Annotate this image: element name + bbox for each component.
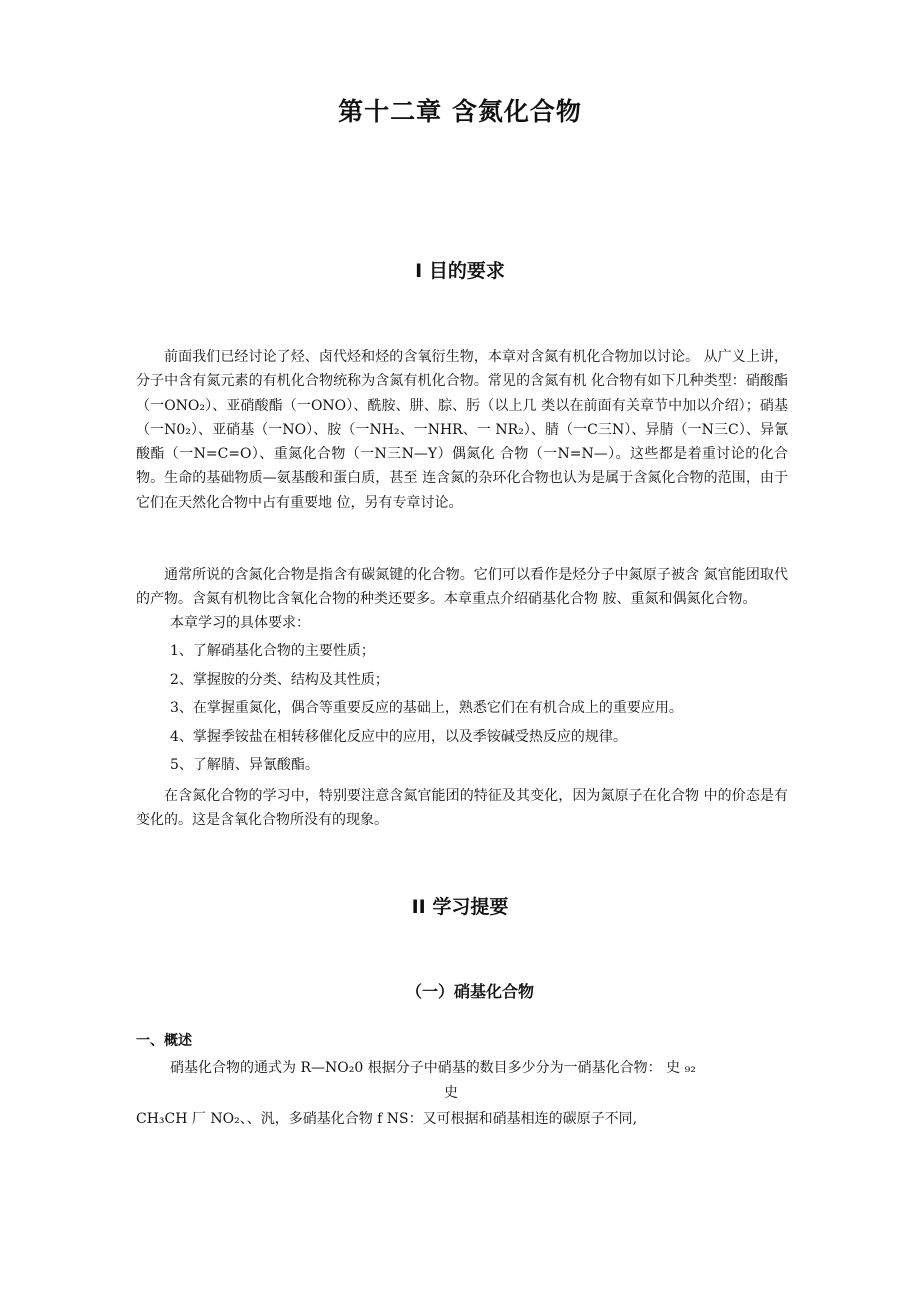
section-heading-objectives: I 目的要求 xyxy=(415,260,505,282)
section-heading-study-outline: II 学习提要 xyxy=(411,896,509,918)
requirement-item: 2、掌握胺的分类、结构及其性质； xyxy=(170,672,389,688)
overview-heading: 一、概述 xyxy=(136,1033,192,1049)
requirements-intro: 本章学习的具体要求： xyxy=(170,615,310,631)
requirement-item: 4、掌握季铵盐在相转移催化反应中的应用，以及季铵碱受热反应的规律。 xyxy=(170,729,627,745)
intro-paragraph-2: 通常所说的含氮化合物是指含有碳氮键的化合物。它们可以看作是烃分子中氮原子被含 氮官能团取代的产物。含氮有机物比含氧化合物的种类还要多。本章重点介绍硝基化合物 胺、重氮和偶氮化合物。 xyxy=(136,567,788,608)
subsection-heading-nitro: （一）硝基化合物 xyxy=(405,982,534,1001)
requirement-item: 5、了解腈、异氰酸酯。 xyxy=(170,757,319,773)
chapter-title: 第十二章 含氮化合物 xyxy=(338,97,582,126)
overview-line-1: 硝基化合物的通式为 R—NO₂0 根据分子中硝基的数目多少分为一硝基化合物： 史 ₉₂ xyxy=(170,1060,696,1076)
intro-paragraph-1: 前面我们已经讨论了烃、卤代烃和烃的含氧衍生物，本章对含氮有机化合物加以讨论。 从广义上讲，分子中含有氮元素的有机化合物统称为含氮有机化合物。常见的含氮有机 化合物有如下几种类型：硝酸酯（一ONO₂）、亚硝酸酯（一ONO）、酰胺、肼、腙、肟（以上几 类以在前面有关章节中加以介绍）；硝基（一N0₂）、亚硝基（一NO）、胺（一NH₂、一NHR、一 NR₂）、腈（一C三N）、异腈（一N三C）、异氰酸酯（一N=C=O）、重氮化合物（一N三N—Y）偶氮化 合物（一N=N—）。这些都是着重讨论的化合物。生命的基础物质—氨基酸和蛋白质，甚至 连含氮的杂环化合物也认为是属于含氮化合物的范围，由于它们在天然化合物中占有重要地 位，另有专章讨论。 xyxy=(136,349,788,511)
requirement-item: 3、在掌握重氮化，偶合等重要反应的基础上，熟悉它们在有机合成上的重要应用。 xyxy=(170,700,683,716)
closing-paragraph: 在含氮化合物的学习中，特别要注意含氮官能团的特征及其变化，因为氮原子在化合物 中的价态是有变化的。这是含氧化合物所没有的现象。 xyxy=(136,788,788,829)
overview-line-3: CH₃CH 厂 NO₂、、汎，多硝基化合物 f NS：又可根据和硝基相连的碳原子不同, xyxy=(136,1111,638,1127)
requirement-item: 1、了解硝基化合物的主要性质； xyxy=(170,643,375,659)
overview-line-2: 史 xyxy=(444,1085,458,1101)
